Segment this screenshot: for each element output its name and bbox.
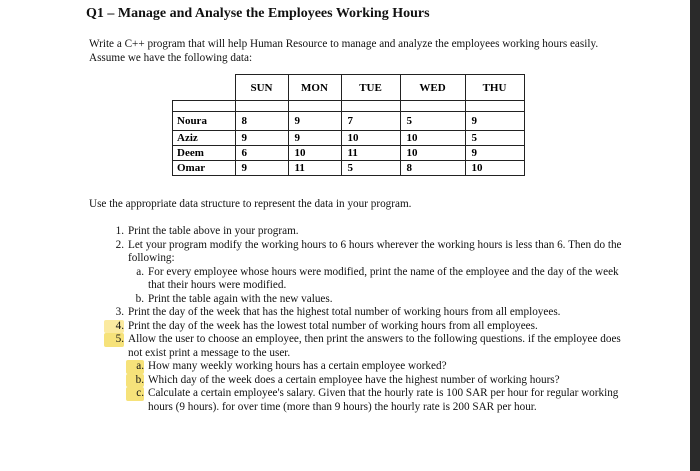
list-item-text: Print the day of the week that has the highest total number of working hours from all employees. bbox=[128, 306, 561, 318]
table-spacer-row bbox=[173, 101, 525, 112]
list-marker: c. bbox=[126, 387, 144, 401]
hours-cell: 5 bbox=[341, 161, 400, 176]
sub-list-item bbox=[104, 360, 624, 374]
table-row bbox=[173, 131, 525, 146]
hours-cell: 10 bbox=[465, 161, 524, 176]
list-item-text: Print the table again with the new values. bbox=[148, 292, 333, 305]
hours-cell: 10 bbox=[400, 146, 465, 161]
sub-list-item bbox=[104, 374, 624, 388]
data-structure-note: Use the appropriate data structure to represent the data in your program. bbox=[89, 198, 412, 210]
table-header-cell: MON bbox=[288, 75, 341, 101]
list-item bbox=[104, 306, 624, 320]
list-marker: 4. bbox=[104, 320, 124, 334]
list-item-text: Print the table above in your program. bbox=[128, 225, 299, 237]
employee-name-cell: Aziz bbox=[173, 131, 236, 146]
hours-cell: 11 bbox=[288, 161, 341, 176]
list-item-text: Print the day of the week has the lowest total number of working hours from all employees. bbox=[128, 319, 538, 332]
hours-cell: 8 bbox=[235, 112, 288, 131]
table-row bbox=[173, 161, 525, 176]
table-row bbox=[173, 146, 525, 161]
list-marker: 3. bbox=[115, 306, 124, 318]
list-item-text: Let your program modify the working hours to 6 hours wherever the working hours is less than 6. Then do the following: bbox=[128, 238, 622, 264]
hours-cell: 9 bbox=[465, 146, 524, 161]
hours-cell: 9 bbox=[235, 131, 288, 146]
list-item bbox=[104, 239, 624, 266]
list-item-text: For every employee whose hours were modified, print the name of the employee and the day of the week that their hours were modified. bbox=[148, 265, 619, 291]
table-header-row bbox=[173, 75, 525, 101]
list-item-text: Allow the user to choose an employee, then print the answers to the following questions. if the employee does not exist print a message to the user. bbox=[128, 333, 621, 359]
hours-cell: 9 bbox=[235, 161, 288, 176]
requirements-list bbox=[104, 225, 624, 414]
hours-cell: 5 bbox=[465, 131, 524, 146]
window-edge bbox=[690, 0, 700, 471]
hours-cell: 5 bbox=[400, 112, 465, 131]
intro-paragraph: Write a C++ program that will help Human Resource to manage and analyze the employees working hours easily. Assume we have the following data: bbox=[89, 38, 599, 64]
table-corner-cell bbox=[173, 75, 236, 101]
list-marker: a. bbox=[136, 265, 144, 278]
employee-name-cell: Deem bbox=[173, 146, 236, 161]
list-marker: 2. bbox=[115, 238, 124, 251]
working-hours-table bbox=[172, 74, 525, 176]
hours-cell: 10 bbox=[400, 131, 465, 146]
list-marker: 1. bbox=[115, 225, 124, 237]
list-item bbox=[104, 225, 624, 239]
table-header-cell: SUN bbox=[235, 75, 288, 101]
hours-cell: 9 bbox=[288, 131, 341, 146]
table-header-cell: TUE bbox=[341, 75, 400, 101]
hours-cell: 10 bbox=[341, 131, 400, 146]
table-row bbox=[173, 112, 525, 131]
hours-cell: 10 bbox=[288, 146, 341, 161]
list-marker: b. bbox=[135, 292, 144, 305]
list-marker: a. bbox=[126, 360, 144, 374]
list-marker: 5. bbox=[104, 333, 124, 347]
hours-cell: 7 bbox=[341, 112, 400, 131]
list-item bbox=[104, 320, 624, 334]
hours-cell: 9 bbox=[465, 112, 524, 131]
question-title: Q1 – Manage and Analyse the Employees Working Hours bbox=[86, 6, 430, 21]
table-header-cell: WED bbox=[400, 75, 465, 101]
sub-list-item bbox=[104, 387, 624, 414]
hours-cell: 8 bbox=[400, 161, 465, 176]
hours-cell: 6 bbox=[235, 146, 288, 161]
list-item-text: How many weekly working hours has a certain employee worked? bbox=[148, 360, 447, 372]
list-item-text: Calculate a certain employee's salary. Given that the hourly rate is 100 SAR per hour for regular working hours (9 hours). for over time (more than 9 hours) the hourly rate is 200 SAR per hour. bbox=[148, 387, 619, 413]
employee-name-cell: Noura bbox=[173, 112, 236, 131]
list-marker: b. bbox=[126, 374, 144, 388]
hours-cell: 9 bbox=[288, 112, 341, 131]
list-item-text: Which day of the week does a certain employee have the highest number of working hours? bbox=[148, 373, 560, 386]
sub-list-item bbox=[104, 266, 624, 293]
list-item bbox=[104, 333, 624, 360]
hours-cell: 11 bbox=[341, 146, 400, 161]
employee-name-cell: Omar bbox=[173, 161, 236, 176]
sub-list-item bbox=[104, 293, 624, 307]
table-header-cell: THU bbox=[465, 75, 524, 101]
